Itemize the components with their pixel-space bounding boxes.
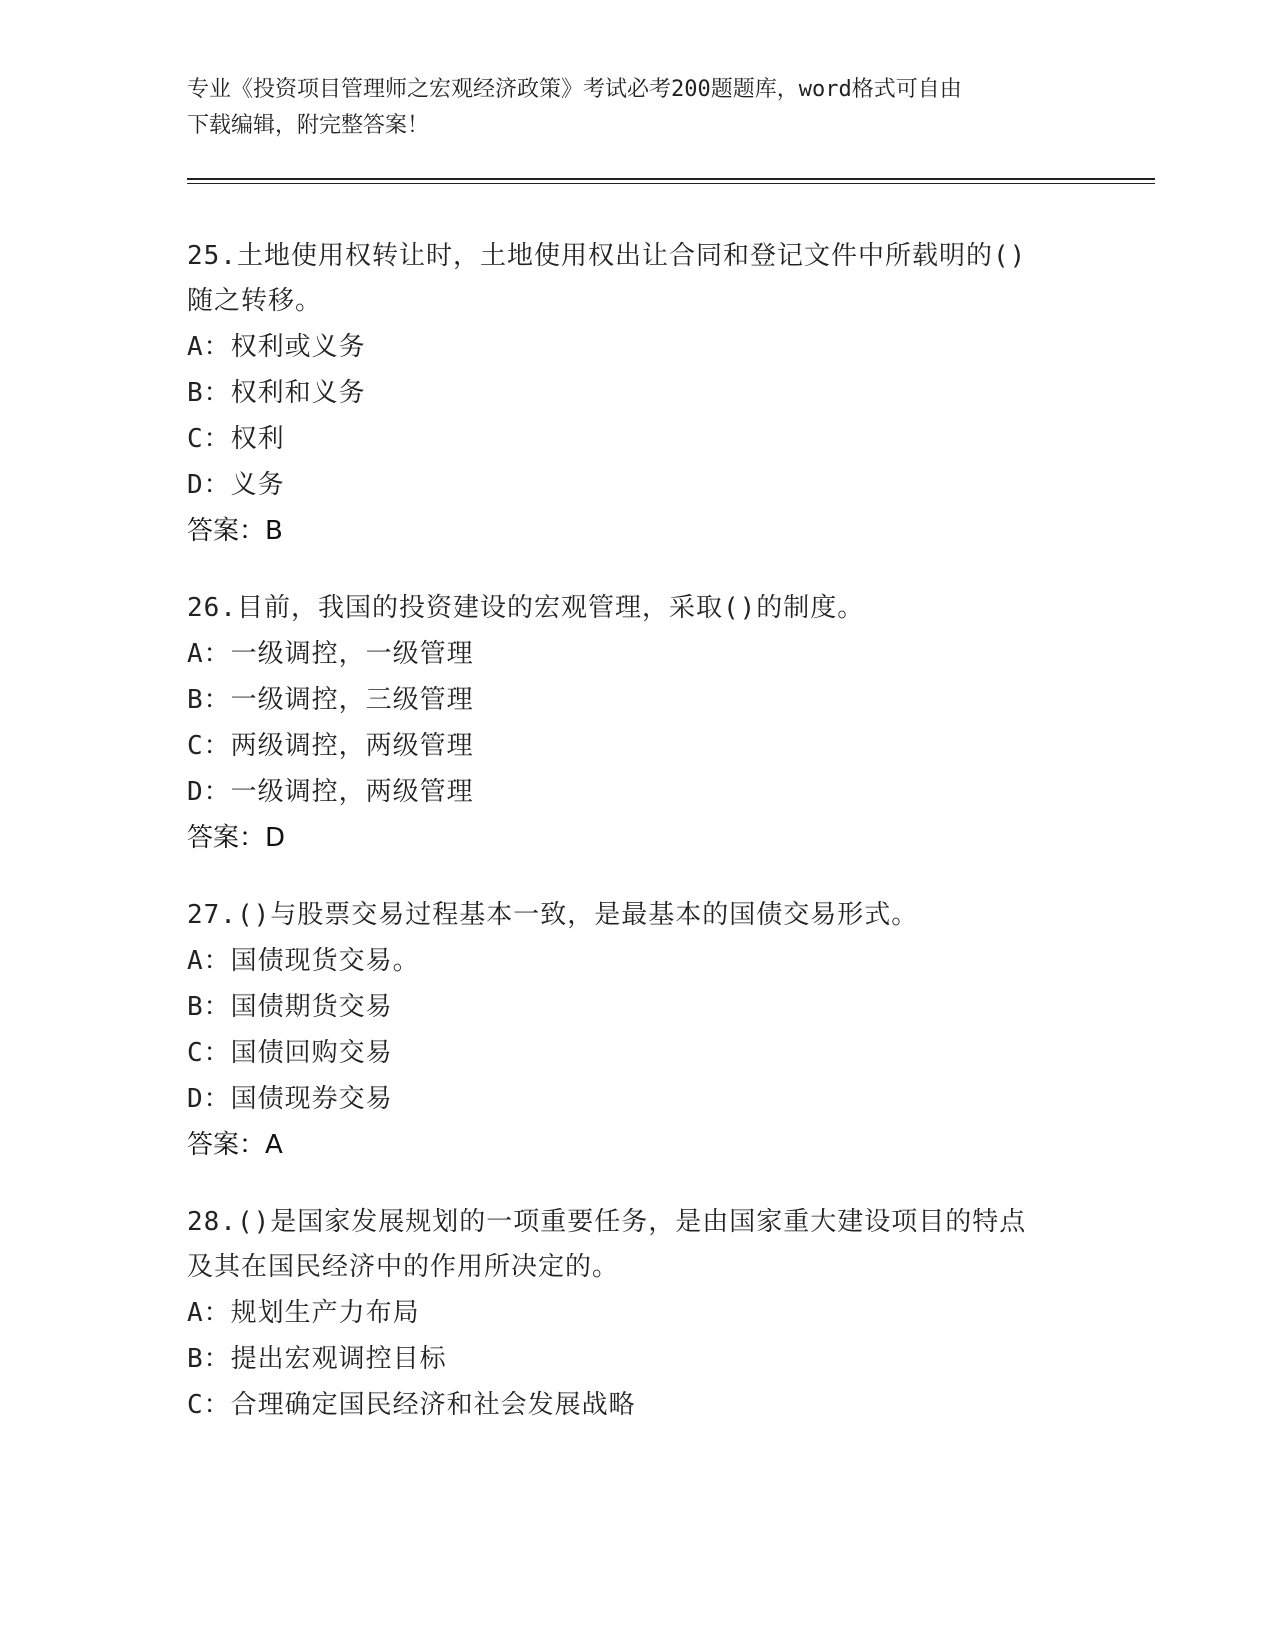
option-a: A：规划生产力布局 (187, 1298, 420, 1328)
answer-line: 答案：D (187, 823, 286, 853)
option-c: C：国债回购交易 (187, 1038, 393, 1068)
option-d: D：国债现券交易 (187, 1084, 393, 1114)
document-header (187, 72, 1087, 144)
question-27 (187, 893, 1087, 1168)
question-25 (187, 234, 1087, 554)
option-d: D：义务 (187, 470, 285, 500)
question-stem: 及其在国民经济中的作用所决定的。 (187, 1252, 620, 1282)
answer-line: 答案：A (187, 1130, 283, 1160)
question-28 (187, 1200, 1087, 1428)
answer-line: 答案：B (187, 516, 283, 546)
option-c: C：权利 (187, 424, 285, 454)
header-divider-thick (187, 178, 1155, 180)
question-stem: 28.()是国家发展规划的一项重要任务，是由国家重大建设项目的特点 (187, 1207, 1027, 1237)
header-line-2: 下载编辑，附完整答案！ (187, 113, 430, 138)
header-line-1: 专业《投资项目管理师之宏观经济政策》考试必考200题题库，word格式可自由 (187, 77, 962, 102)
option-b: B：一级调控，三级管理 (187, 685, 474, 715)
question-stem: 25.土地使用权转让时，土地使用权出让合同和登记文件中所载明的() (187, 241, 1027, 271)
option-b: B：国债期货交易 (187, 992, 393, 1022)
option-a: A：国债现货交易。 (187, 946, 420, 976)
question-stem: 26.目前，我国的投资建设的宏观管理，采取()的制度。 (187, 593, 865, 623)
option-c: C：两级调控，两级管理 (187, 731, 474, 761)
option-d: D：一级调控，两级管理 (187, 777, 474, 807)
question-stem: 27.()与股票交易过程基本一致，是最基本的国债交易形式。 (187, 900, 919, 930)
question-list (187, 234, 1087, 1460)
question-stem: 随之转移。 (187, 286, 323, 316)
option-a: A：权利或义务 (187, 332, 366, 362)
option-b: B：权利和义务 (187, 378, 366, 408)
header-divider-thin (187, 183, 1155, 184)
option-a: A：一级调控，一级管理 (187, 639, 474, 669)
option-b: B：提出宏观调控目标 (187, 1344, 447, 1374)
question-26 (187, 586, 1087, 861)
option-c: C：合理确定国民经济和社会发展战略 (187, 1390, 636, 1420)
